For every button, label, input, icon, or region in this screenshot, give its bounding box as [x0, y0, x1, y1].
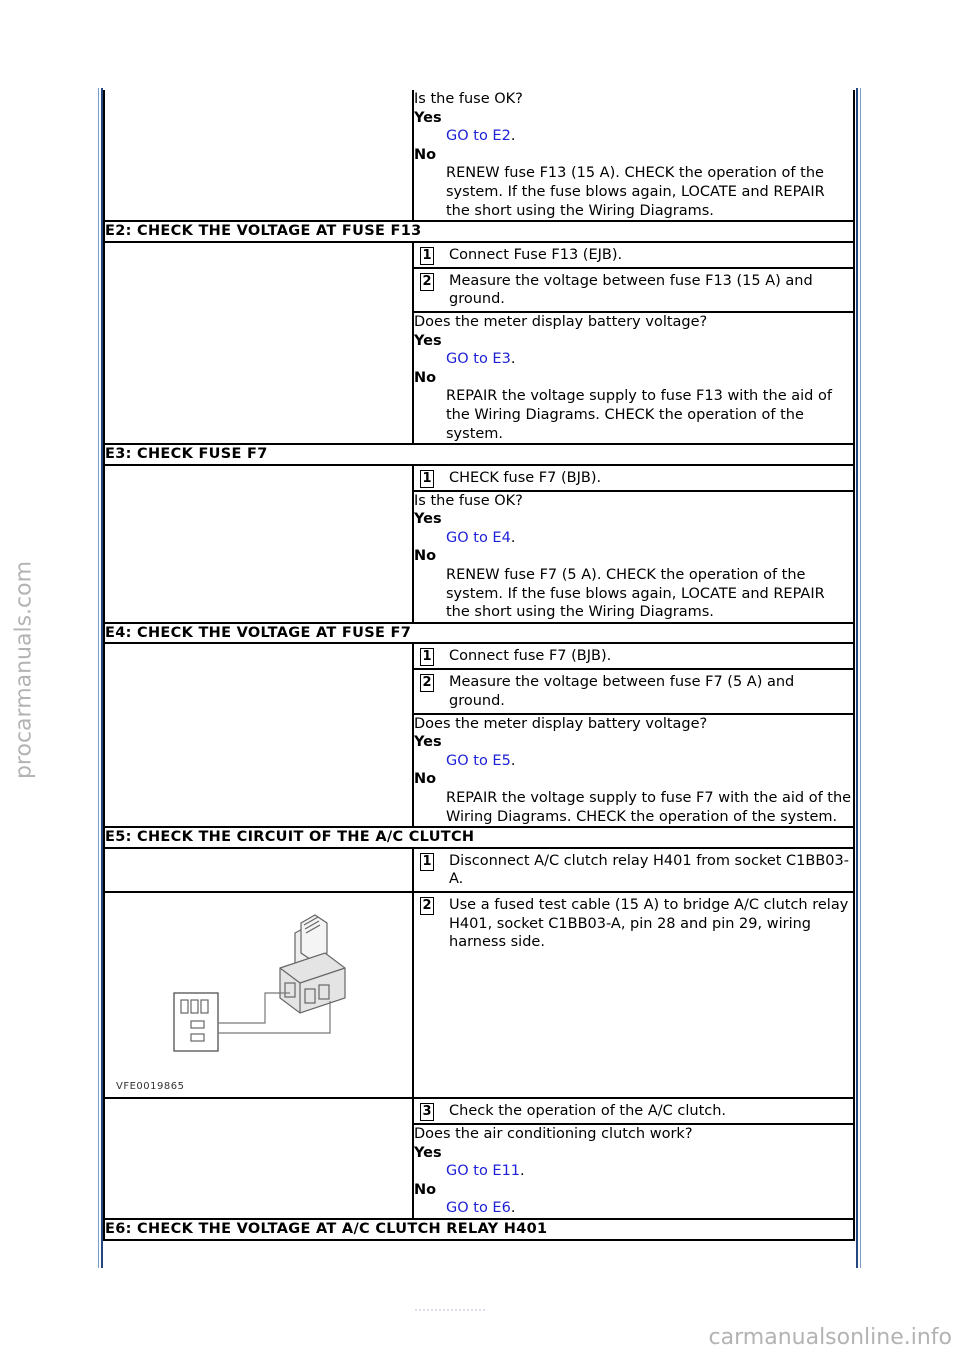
e5-figure-row	[104, 892, 854, 1098]
step-number: 1	[420, 853, 434, 871]
step-number: 2	[420, 897, 434, 915]
watermark-left	[4, 520, 44, 820]
step-number: 1	[420, 470, 434, 488]
step-text: CHECK fuse F7 (BJB).	[449, 469, 602, 486]
step-number: 1	[420, 648, 434, 666]
question-text: Does the air conditioning clutch work?	[414, 1125, 693, 1142]
empty-left-cell	[104, 643, 413, 827]
step-cell	[413, 669, 854, 713]
answer-cell	[413, 1124, 854, 1219]
yes-suffix: .	[520, 1163, 525, 1180]
diagnostic-table	[103, 90, 855, 1241]
no-action	[414, 1199, 853, 1218]
step-cell	[413, 242, 854, 268]
empty-left-cell	[104, 90, 413, 221]
yes-action	[414, 752, 853, 771]
no-label: No	[414, 1181, 437, 1198]
yes-action	[414, 1162, 853, 1181]
step-number: 2	[420, 674, 434, 692]
answer-cell	[413, 312, 854, 444]
goto-e2-link[interactable]: GO to E2	[446, 128, 511, 145]
relay-bridge-illustration	[105, 893, 410, 1097]
step-cell	[413, 1098, 854, 1124]
no-action-text: REPAIR the voltage supply to fuse F13 with the aid of the Wiring Diagrams. CHECK the operation of the system.	[446, 388, 832, 442]
question-text: Does the meter display battery voltage?	[414, 715, 708, 732]
section-header-e2: E2: CHECK THE VOLTAGE AT FUSE F13	[104, 221, 854, 242]
no-label: No	[414, 771, 437, 788]
no-label: No	[414, 548, 437, 565]
figure-reference-label: VFE0019865	[116, 1080, 185, 1092]
yes-label: Yes	[414, 1144, 442, 1161]
yes-suffix: .	[510, 351, 516, 368]
goto-e4-link[interactable]: GO to E4	[446, 529, 511, 546]
section-header-e4: E4: CHECK THE VOLTAGE AT FUSE F7	[104, 623, 854, 644]
section-header-e5: E5: CHECK THE CIRCUIT OF THE A/C CLUTCH	[104, 827, 854, 848]
step-number: 2	[420, 273, 434, 291]
e2-step-row	[104, 242, 854, 268]
yes-suffix: .	[510, 529, 516, 546]
page-border-right-inner	[856, 88, 858, 1268]
yes-label: Yes	[414, 511, 442, 528]
goto-e11-link[interactable]: GO to E11	[446, 1163, 521, 1180]
step-cell	[413, 892, 854, 1098]
goto-e6-link[interactable]: GO to E6	[446, 1200, 511, 1217]
step-number: 3	[420, 1103, 434, 1121]
empty-left-cell	[104, 242, 413, 444]
answer-cell	[413, 714, 854, 828]
relay-socket-figure	[105, 893, 412, 1097]
e3-step-row	[104, 465, 854, 491]
yes-label: Yes	[414, 332, 442, 349]
section-header-e6: E6: CHECK THE VOLTAGE AT A/C CLUTCH RELAY H401	[104, 1219, 854, 1240]
question-text: Is the fuse OK?	[414, 91, 523, 107]
intro-row	[104, 90, 854, 221]
step-cell	[413, 465, 854, 491]
yes-action	[414, 529, 853, 548]
no-action-text: REPAIR the voltage supply to fuse F7 with the aid of the Wiring Diagrams. CHECK the operation of the system.	[446, 790, 852, 825]
step-number: 1	[420, 247, 434, 265]
watermark-bottom: carmanualsonline.info	[708, 1325, 952, 1350]
page-footer-mark	[415, 1305, 485, 1311]
answer-cell	[413, 491, 854, 623]
page-border-right-outer	[860, 88, 861, 1268]
step-text: Use a fused test cable (15 A) to bridge A/C clutch relay H401, socket C1BB03-A, pin 28 and pin 29, wiring harness side.	[449, 896, 849, 951]
step-text: Connect fuse F7 (BJB).	[449, 648, 612, 665]
e4-step-row	[104, 643, 854, 669]
no-action-text: RENEW fuse F7 (5 A). CHECK the operation of the system. If the fuse blows again, LOCATE and REPAIR the short using the Wiring Diagrams.	[446, 567, 825, 621]
page-border-left-outer	[98, 88, 99, 1268]
section-header-e3: E3: CHECK FUSE F7	[104, 444, 854, 465]
e5-step-row	[104, 1098, 854, 1124]
step-text: Measure the voltage between fuse F7 (5 A) and ground.	[449, 674, 795, 710]
empty-left-cell	[104, 848, 413, 892]
watermark-left-text: procarmanuals.com	[11, 560, 37, 780]
no-label: No	[414, 369, 437, 386]
question-text: Does the meter display battery voltage?	[414, 313, 708, 330]
step-text: Check the operation of the A/C clutch.	[449, 1102, 727, 1119]
empty-left-cell	[104, 1098, 413, 1219]
step-text: Disconnect A/C clutch relay H401 from socket C1BB03-A.	[449, 852, 849, 888]
step-text: Connect Fuse F13 (EJB).	[449, 246, 623, 263]
no-action-text: RENEW fuse F13 (15 A). CHECK the operation of the system. If the fuse blows again, LOCATE and REPAIR the short using the Wiring Diagrams.	[446, 165, 825, 219]
goto-e5-link[interactable]: GO to E5	[446, 752, 511, 769]
figure-cell	[104, 892, 413, 1098]
step-cell	[413, 268, 854, 312]
yes-label: Yes	[414, 734, 442, 751]
yes-action	[414, 127, 853, 146]
step-cell	[413, 643, 854, 669]
step-cell	[413, 848, 854, 892]
yes-action	[414, 350, 853, 369]
no-label: No	[414, 146, 437, 163]
yes-label: Yes	[414, 109, 442, 126]
yes-suffix: .	[510, 128, 516, 145]
e5-step-row	[104, 848, 854, 892]
goto-e3-link[interactable]: GO to E3	[446, 351, 511, 368]
yes-suffix: .	[510, 752, 516, 769]
empty-left-cell	[104, 465, 413, 623]
question-text: Is the fuse OK?	[414, 492, 523, 509]
step-text: Measure the voltage between fuse F13 (15 A) and ground.	[449, 272, 813, 308]
no-suffix: .	[510, 1200, 516, 1217]
intro-answer-cell	[413, 90, 854, 221]
